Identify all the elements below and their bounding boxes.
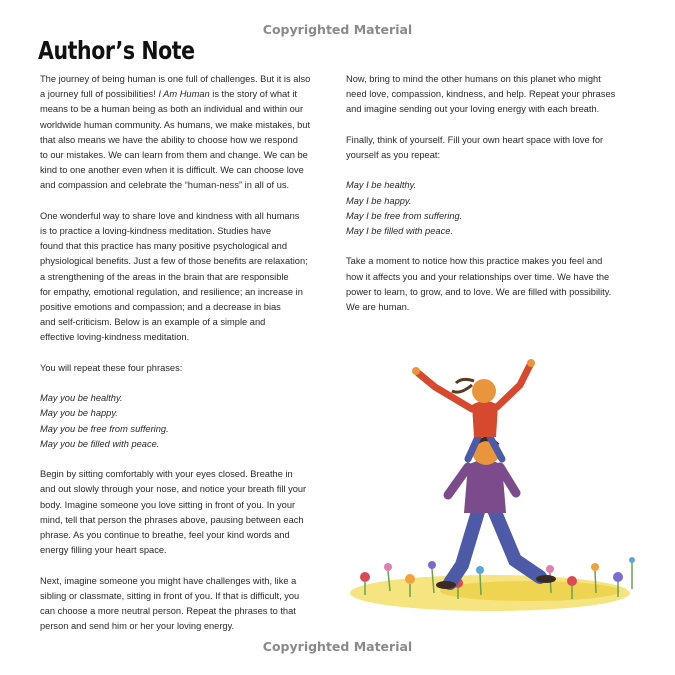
page-title: Author’s Note: [38, 36, 195, 65]
text-line: how it affects you and your relationships over time. We have the: [346, 271, 610, 282]
text-line: person and send him or her your loving energy.: [40, 621, 235, 632]
text-line: yourself as you repeat:: [346, 150, 441, 160]
text-line: effective loving-kindness meditation.: [40, 332, 190, 343]
text-line: Begin by sitting comfortably with your eyes closed. Breathe in: [40, 469, 293, 480]
book-title: I Am Human: [158, 89, 210, 100]
copyright-watermark-top: Copyrighted Material: [262, 22, 413, 37]
paragraph-gap: [346, 239, 615, 254]
text-line: kind to one another even when it is difficult. We can choose love: [40, 165, 304, 176]
text-line: is to practice a loving-kindness meditation. Studies have: [40, 226, 271, 237]
paragraph-gap: [40, 376, 310, 391]
phrase-item: May you be happy.: [40, 408, 118, 419]
paragraph-intro: [40, 72, 310, 194]
text-line: can choose a more neutral person. Repeat the phrases to that: [40, 606, 296, 617]
text-line: The journey of being human is one full of challenges. But it is also: [40, 74, 311, 84]
ground-wash: [440, 581, 620, 601]
text-line: for empathy, emotional regulation, and resilience; an increase in: [40, 286, 303, 297]
phrase-item: May you be healthy.: [40, 393, 123, 404]
paragraph-meditation-intro: [40, 209, 310, 346]
left-column: [40, 72, 310, 634]
text-line: worldwide human community. As humans, we make mistakes, but: [40, 119, 311, 130]
text-line: [40, 87, 310, 102]
phrase-item: May I be happy.: [346, 195, 412, 206]
text-line: sibling or classmate, sitting in front of you. If that is difficult, you: [40, 590, 300, 601]
text-segment: a journey full of possibilities!: [40, 89, 159, 100]
text-line: energy filling your heart space.: [40, 545, 167, 556]
text-line: mind, tell that person the phrases above, pausing between each: [40, 514, 304, 525]
text-line: means to be a human being as both an individual and within our: [40, 104, 304, 115]
paragraph-begin: [40, 467, 310, 558]
phrases-you-list: [40, 391, 310, 452]
child-on-shoulders-illustration-icon: [340, 355, 640, 615]
text-line: found that this practice has many positive psychological and: [40, 241, 288, 252]
text-line: need love, compassion, kindness, and help. Repeat your phrases: [346, 89, 616, 100]
text-line: and self-criticism. Below is an example of a simple and: [40, 317, 266, 328]
text-line: Now, bring to mind the other humans on this planet who might: [346, 74, 601, 84]
paragraph-gap: [40, 452, 310, 467]
paragraph-gap: [346, 163, 615, 178]
right-column: [346, 72, 615, 315]
adult-figure: [436, 437, 556, 589]
phrase-item: May I be filled with peace.: [346, 226, 453, 236]
paragraph-gap: [40, 346, 310, 361]
text-line: that also means we have the ability to choose how we respond: [40, 134, 298, 145]
paragraph-gap: [40, 194, 310, 209]
phrase-item: May I be free from suffering.: [346, 210, 463, 221]
paragraph-gap: [40, 558, 310, 573]
text-line: to our mistakes. We can learn from them and change. We can be: [40, 150, 308, 161]
phrase-item: May I be healthy.: [346, 180, 417, 191]
text-line: Next, imagine someone you might have challenges with, like a: [40, 575, 297, 586]
text-line: and compassion and celebrate the “human-ness” in all of us.: [40, 180, 290, 191]
text-line: body. Imagine someone you love sitting in front of you. In your: [40, 499, 296, 510]
phrases-i-list: [346, 178, 615, 239]
phrase-item: May you be free from suffering.: [40, 423, 169, 434]
text-line: phrase. As you continue to breathe, feel your kind words and: [40, 530, 290, 541]
text-line: One wonderful way to share love and kindness with all humans: [40, 210, 300, 221]
text-line: and imagine sending out your loving energy with each breath.: [346, 104, 600, 115]
text-line: Finally, think of yourself. Fill your own heart space with love for: [346, 134, 604, 145]
paragraph-finally: [346, 133, 615, 163]
text-line: We are human.: [346, 302, 410, 312]
paragraph-gap: [346, 118, 615, 133]
paragraph-take-a-moment: [346, 254, 615, 315]
paragraph-next: [40, 574, 310, 635]
text-line: positive emotions and compassion; and a decrease in bias: [40, 302, 281, 313]
text-line: a strengthening of the areas in the brain that are responsible: [40, 271, 289, 282]
paragraph-now: [346, 72, 615, 118]
text-line: You will repeat these four phrases:: [40, 362, 183, 373]
copyright-watermark-bottom: Copyrighted Material: [262, 639, 413, 654]
phrase-item: May you be filled with peace.: [40, 438, 160, 449]
text-line: Take a moment to notice how this practice makes you feel and: [346, 256, 603, 267]
text-line: power to learn, to grow, and to love. We are filled with possibility.: [346, 286, 612, 297]
text-line: and out slowly through your nose, and notice your breath fill your: [40, 484, 307, 495]
paragraph-phrases-intro: [40, 361, 310, 376]
text-segment: is the story of what it: [209, 89, 297, 100]
text-line: physiological benefits. Just a few of those benefits are relaxation;: [40, 256, 308, 267]
child-figure: [412, 359, 535, 459]
